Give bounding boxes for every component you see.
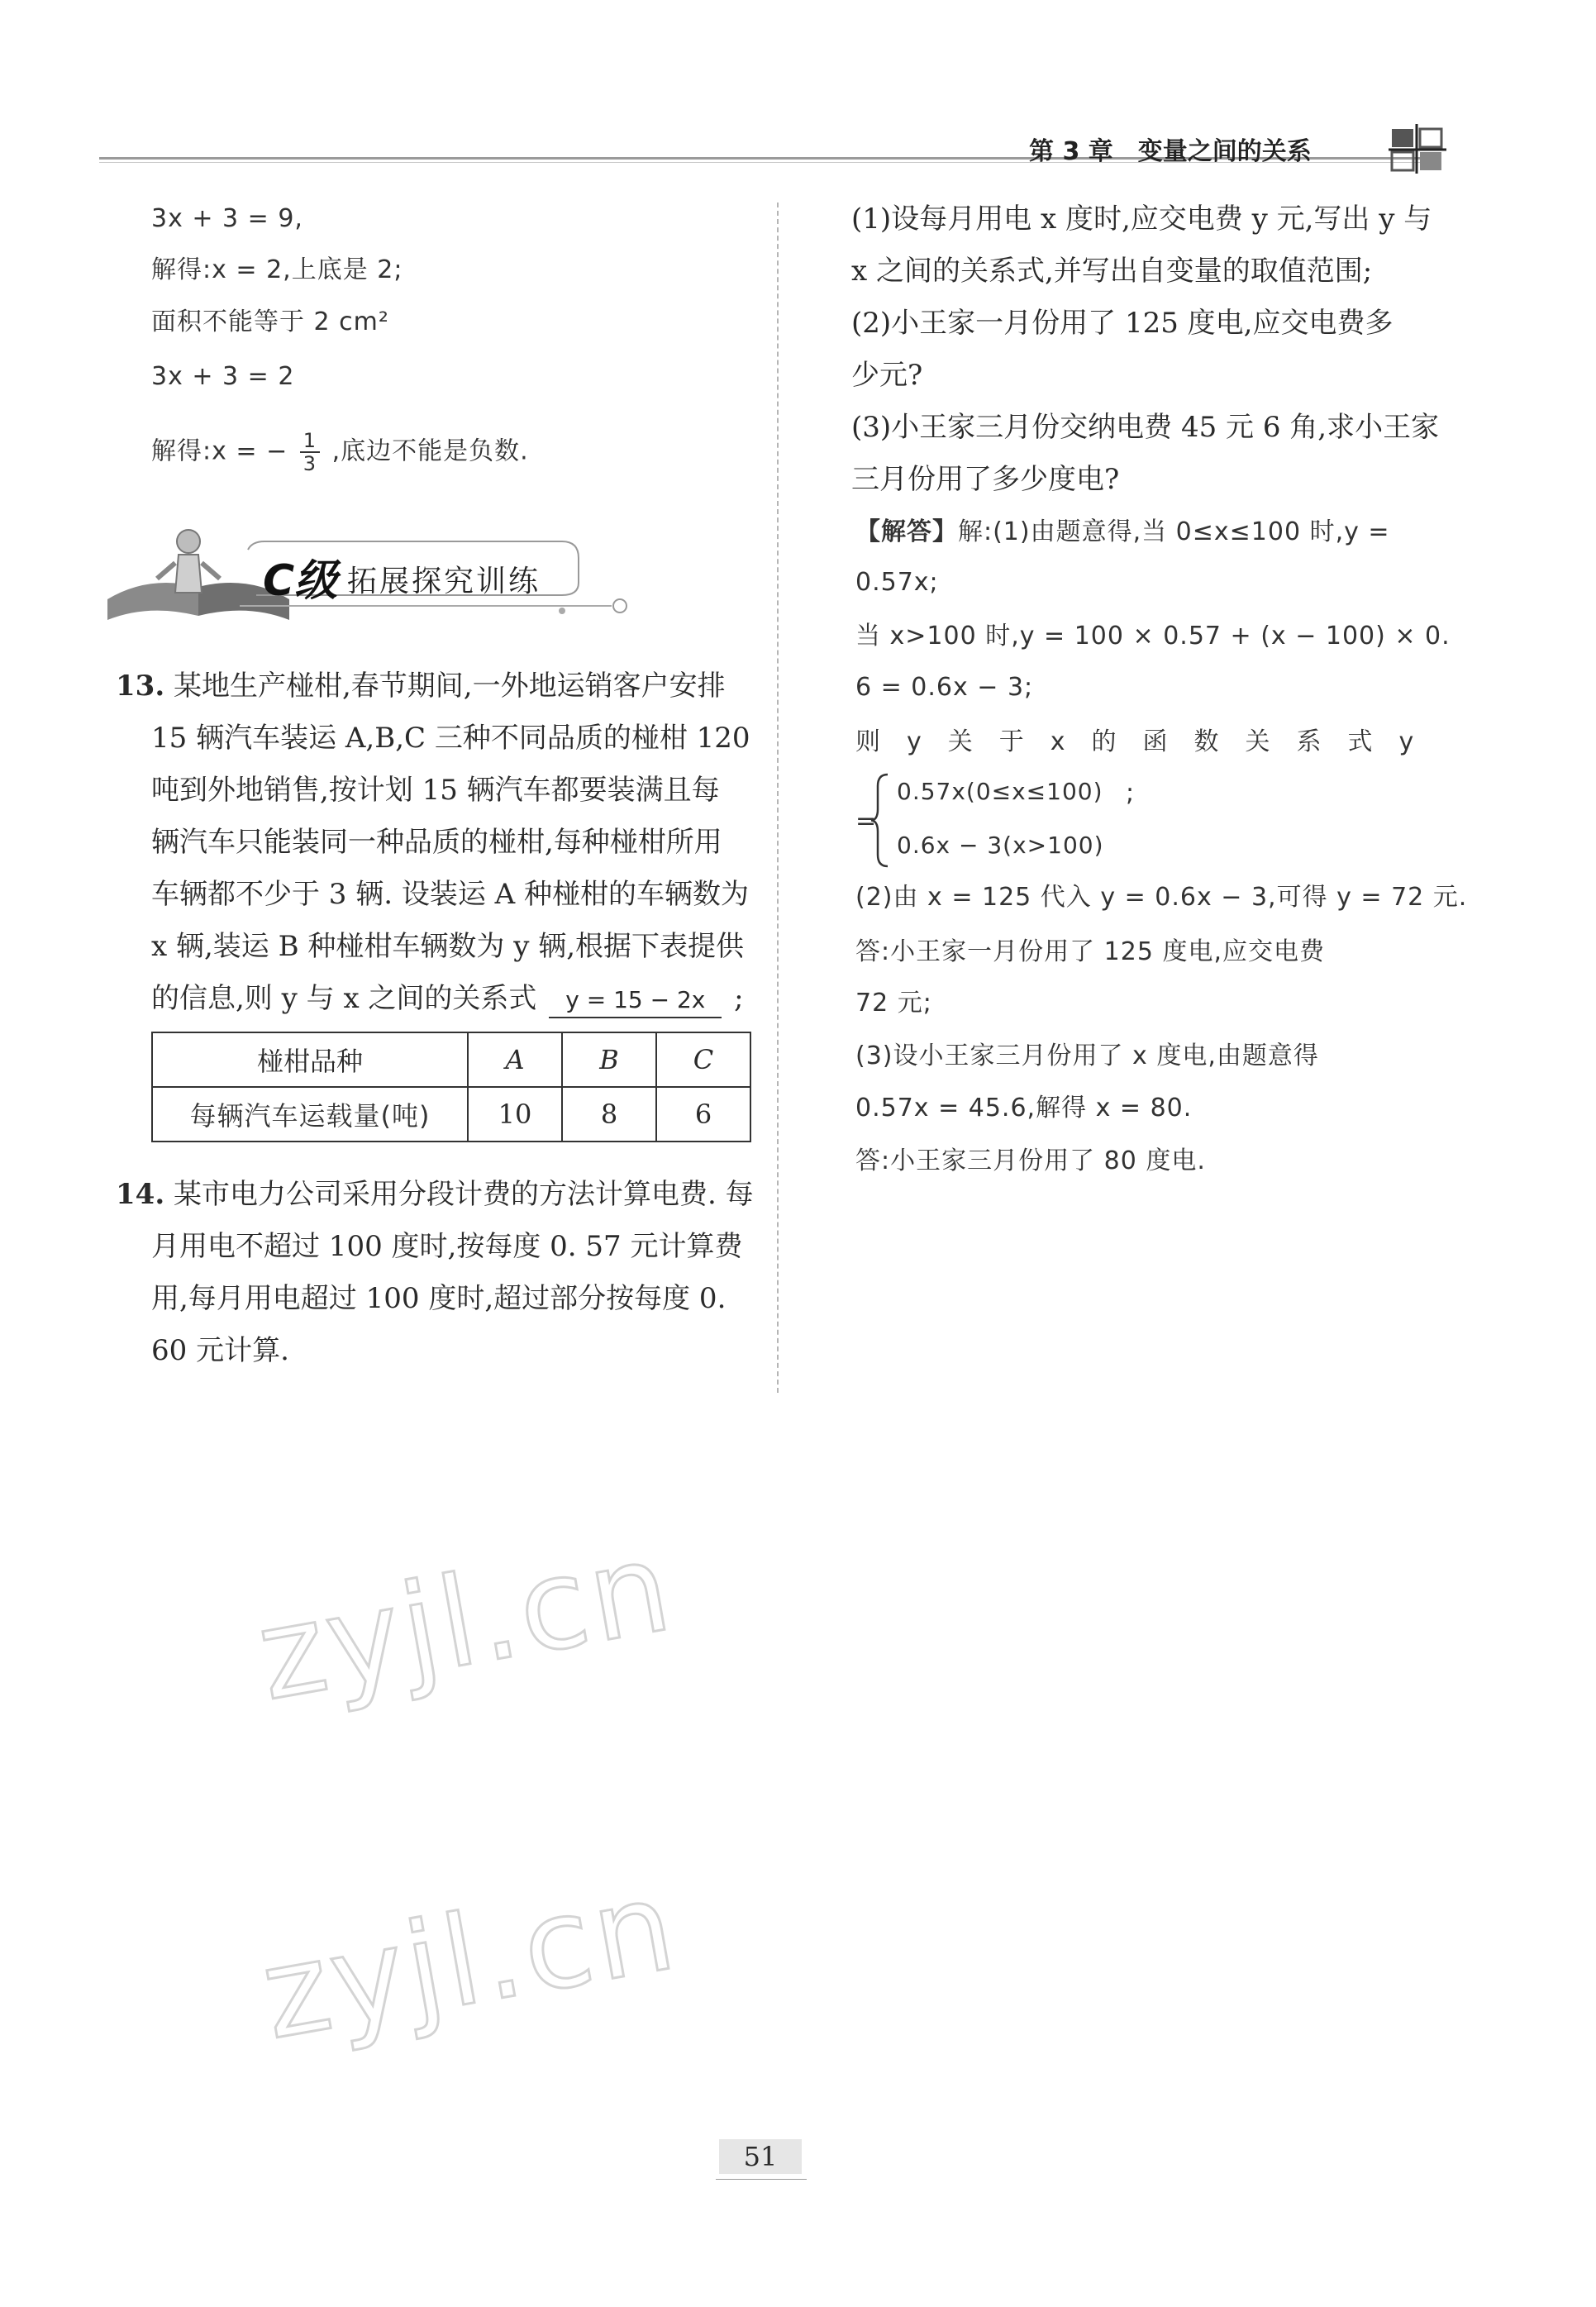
solution-line: 解得:x = 2,上底是 2; xyxy=(151,255,403,284)
subquestion-line: (3)小王家三月份交纳电费 45 元 6 角,求小王家 xyxy=(851,411,1440,444)
subquestion-line: 少元? xyxy=(851,359,923,392)
page-number: 51 xyxy=(743,2141,778,2172)
question-13-line: x 辆,装运 B 种椪柑车辆数为 y 辆,根据下表提供 xyxy=(151,930,745,963)
solution-line: 0.57x = 45.6,解得 x = 80. xyxy=(855,1094,1193,1123)
solution-line xyxy=(855,516,1390,549)
question-number: 14. xyxy=(116,1178,165,1211)
solution-label: 【解答】 xyxy=(855,517,958,546)
table-row xyxy=(152,1032,750,1087)
solution-line: 3x + 3 = 9, xyxy=(151,204,303,233)
tangerine-table xyxy=(151,1032,751,1142)
subquestion-line: (2)小王家一月份用了 125 度电,应交电费多 xyxy=(851,307,1394,340)
question-14-line: 月用电不超过 100 度时,按每度 0. 57 元计算费 xyxy=(151,1230,743,1263)
fraction-prefix: 解得:x = − xyxy=(151,436,288,466)
fraction xyxy=(300,430,320,474)
table-header-cell: A xyxy=(468,1032,562,1087)
solution-line: 当 x>100 时,y = 100 × 0.57 + (x − 100) × 0. xyxy=(855,622,1451,651)
table-cell: 10 xyxy=(468,1087,562,1142)
solution-line: 答:小王家三月份用了 80 度电. xyxy=(855,1146,1206,1175)
table-header-cell: 椪柑品种 xyxy=(152,1032,468,1087)
solution-line: (2)由 x = 125 代入 y = 0.6x − 3,可得 y = 72 元. xyxy=(855,883,1468,912)
table-cell: 每辆汽车运载量(吨) xyxy=(152,1087,468,1142)
column-divider xyxy=(777,203,779,1393)
solution-line: 0.57x; xyxy=(855,568,939,597)
piecewise-tail: ; xyxy=(1126,779,1136,808)
question-13-line xyxy=(116,670,726,703)
watermark: zyjl.cn xyxy=(248,1514,684,1729)
question-text: 某市电力公司采用分段计费的方法计算电费. 每 xyxy=(173,1178,754,1211)
solution-line: 则 y 关 于 x 的 函 数 关 系 式 y xyxy=(855,727,1415,756)
table-header-cell: B xyxy=(562,1032,656,1087)
table-header-cell: C xyxy=(656,1032,750,1087)
fraction-denominator: 3 xyxy=(303,452,317,475)
solution-line: (3)设小王家三月份用了 x 度电,由题意得 xyxy=(855,1041,1319,1070)
solution-text: 解:(1)由题意得,当 0≤x≤100 时,y = xyxy=(958,517,1390,546)
question-text: 某地生产椪柑,春节期间,一外地运销客户安排 xyxy=(173,670,726,703)
question-13-answer-line xyxy=(151,982,744,1018)
banner-level: C级 xyxy=(263,556,338,606)
chapter-title: 第 3 章 变量之间的关系 xyxy=(1029,137,1312,166)
piecewise-case-2: 0.6x − 3(x>100) xyxy=(897,832,1104,859)
banner-title: 拓展探究训练 xyxy=(347,565,541,598)
table-row xyxy=(152,1087,750,1142)
question-13-line: 吨到外地销售,按计划 15 辆汽车都要装满且每 xyxy=(151,774,720,807)
solution-line: 6 = 0.6x − 3; xyxy=(855,673,1034,702)
watermark: zyjl.cn xyxy=(252,1853,688,2068)
piecewise-case-1: 0.57x(0≤x≤100) xyxy=(897,778,1103,805)
subquestion-line: x 之间的关系式,并写出自变量的取值范围; xyxy=(851,255,1373,288)
fraction-suffix: ,底边不能是负数. xyxy=(331,436,529,466)
table-cell: 6 xyxy=(656,1087,750,1142)
corner-logo-icon xyxy=(1389,124,1446,174)
solution-line: 3x + 3 = 2 xyxy=(151,362,295,391)
subquestion-line: (1)设每月用电 x 度时,应交电费 y 元,写出 y 与 xyxy=(851,203,1432,236)
question-14-line: 60 元计算. xyxy=(151,1334,289,1367)
page-number-rule xyxy=(716,2179,807,2180)
solution-line: 答:小王家一月份用了 125 度电,应交电费 xyxy=(855,937,1325,966)
question-13-line: 车辆都不少于 3 辆. 设装运 A 种椪柑的车辆数为 xyxy=(151,878,750,911)
piecewise-equals: = xyxy=(855,807,878,836)
question-number: 13. xyxy=(116,670,165,703)
solution-line: 面积不能等于 2 cm² xyxy=(151,307,389,336)
question-13-line: 15 辆汽车装运 A,B,C 三种不同品质的椪柑 120 xyxy=(151,722,750,755)
question-14-line xyxy=(116,1178,754,1211)
question-14-line: 用,每月用电超过 100 度时,超过部分按每度 0. xyxy=(151,1282,727,1315)
question-text: ; xyxy=(734,982,744,1015)
solution-line: 72 元; xyxy=(855,989,932,1018)
subquestion-line: 三月份用了多少度电? xyxy=(851,463,1120,496)
answer-blank: y = 15 − 2x xyxy=(549,984,722,1018)
question-13-line: 辆汽车只能装同一种品质的椪柑,每种椪柑所用 xyxy=(151,826,722,859)
left-brace-icon xyxy=(869,773,891,868)
table-cell: 8 xyxy=(562,1087,656,1142)
question-text: 的信息,则 y 与 x 之间的关系式 xyxy=(151,982,537,1015)
fraction-numerator: 1 xyxy=(300,430,320,453)
solution-fraction-line xyxy=(151,430,529,474)
